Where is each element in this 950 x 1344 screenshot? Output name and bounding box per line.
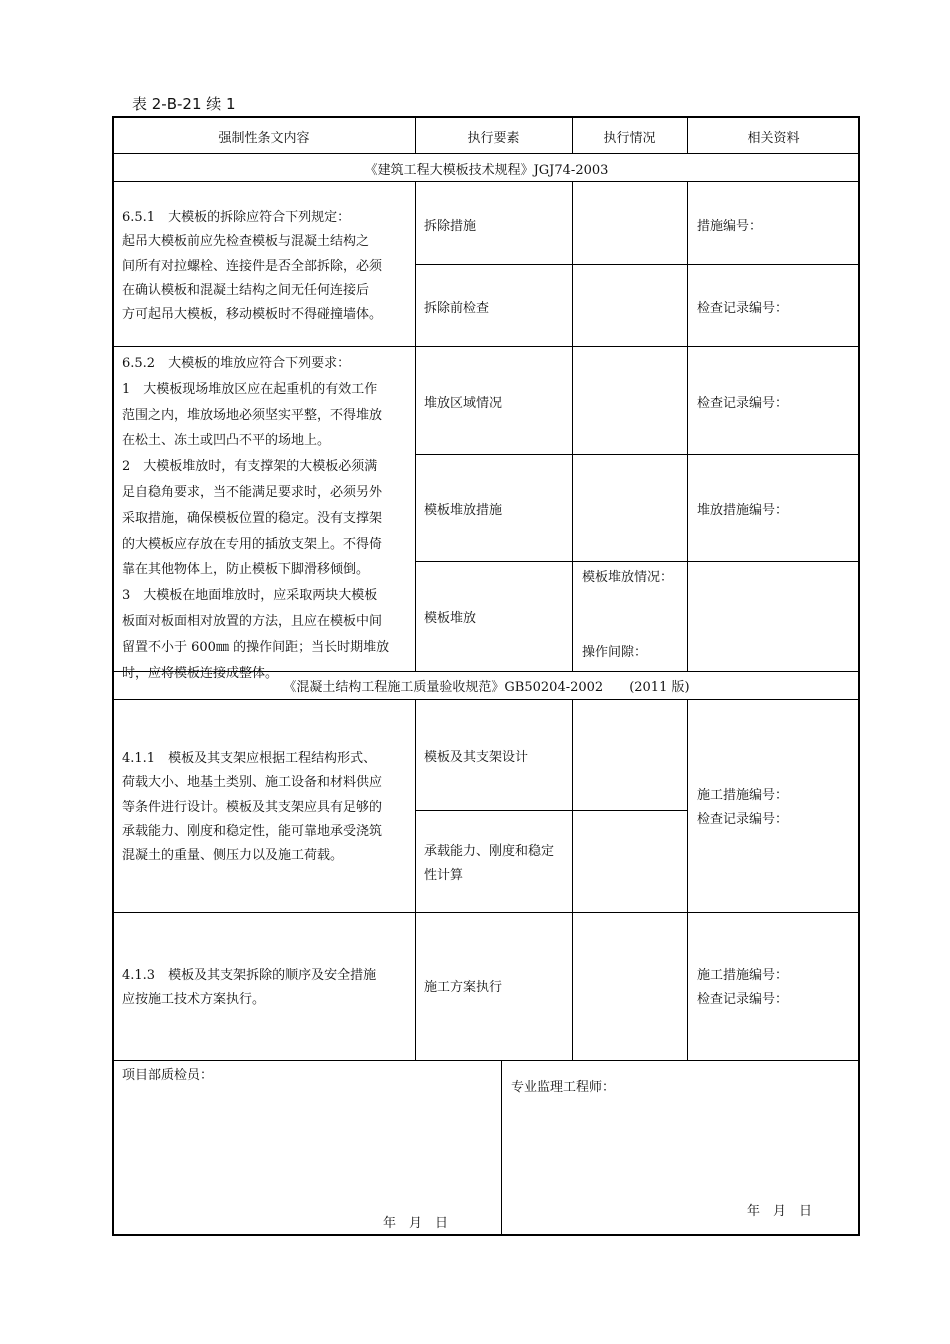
element-capacity-calc-line2: 性计算 xyxy=(424,868,464,883)
clause-line: 足自稳角要求，当不能满足要求时，必须另外 xyxy=(122,484,383,500)
rule xyxy=(687,699,688,1060)
clause-line: 应按施工技术方案执行。 xyxy=(122,992,266,1008)
ref-construction-measure-no: 施工措施编号： xyxy=(697,968,789,983)
clause-line: 等条件进行设计。模板及其支架应具有足够的 xyxy=(122,799,383,815)
table-caption: 表 2-B-21 续 1 xyxy=(132,95,236,113)
rule xyxy=(415,181,416,671)
header-status: 执行情况 xyxy=(603,131,656,146)
ref-check-record-no: 检查记录编号： xyxy=(697,992,789,1007)
header-reference: 相关资料 xyxy=(747,131,800,146)
clause-6-5-2 xyxy=(122,351,389,686)
rule xyxy=(415,699,416,1060)
ref-measure-no: 措施编号： xyxy=(697,219,763,234)
rule xyxy=(415,264,860,265)
clause-line: 混凝土的重量、侧压力以及施工荷载。 xyxy=(122,848,344,864)
clause-line: 靠在其他物体上，防止模板下脚滑移倾倒。 xyxy=(122,562,370,578)
rule xyxy=(415,454,860,455)
ref-check-record-no: 检查记录编号： xyxy=(697,396,789,411)
clause-line: 采取措施，确保模板位置的稳定。没有支撑架 xyxy=(122,510,383,526)
clause-line: 的大模板应存放在专用的插放支架上。不得倚 xyxy=(122,536,383,552)
clause-line: 板面对板面相对放置的方法，且应在模板中间 xyxy=(122,613,383,629)
signature-qc-inspector-label: 项目部质检员： xyxy=(122,1068,214,1083)
element-stack-measures: 模板堆放措施 xyxy=(424,503,503,518)
clause-line: 方可起吊大模板，移动模板时不得碰撞墙体。 xyxy=(122,307,383,323)
clause-4-1-1 xyxy=(122,747,382,868)
clause-line: 荷载大小、地基土类别、施工设备和材料供应 xyxy=(122,775,383,791)
clause-line: 时，应将模板连接成整体。 xyxy=(122,665,279,681)
ref-check-record-no: 检查记录编号： xyxy=(697,812,789,827)
rule xyxy=(113,346,860,347)
rule xyxy=(572,699,573,1060)
clause-line: 在确认模板和混凝土结构之间无任何连接后 xyxy=(122,282,370,298)
rule xyxy=(687,181,688,671)
clause-line: 3 大模板在地面堆放时，应采取两块大模板 xyxy=(122,588,378,604)
signature-qc-date: 年 月 日 xyxy=(383,1216,449,1231)
rule xyxy=(572,181,573,671)
element-pre-removal-check: 拆除前检查 xyxy=(424,301,490,316)
rule xyxy=(415,810,687,811)
section-title-jgj74: 《建筑工程大模板技术规程》JGJ74-2003 xyxy=(364,163,609,178)
clause-line: 4.1.1 模板及其支架应根据工程结构形式、 xyxy=(122,751,377,766)
signature-supervisor-date: 年 月 日 xyxy=(747,1204,813,1219)
signature-supervisor-label: 专业监理工程师： xyxy=(511,1080,616,1095)
clause-line: 4.1.3 模板及其支架拆除的顺序及安全措施 xyxy=(122,968,377,983)
clause-line: 在松土、冻土或凹凸不平的场地上。 xyxy=(122,433,331,449)
clause-line: 6.5.2 大模板的堆放应符合下列要求： xyxy=(122,356,351,371)
header-element: 执行要素 xyxy=(467,131,520,146)
rule xyxy=(113,912,860,913)
clause-6-5-1 xyxy=(122,206,382,327)
ref-stack-measure-no: 堆放措施编号： xyxy=(697,503,789,518)
element-removal-measures: 拆除措施 xyxy=(424,219,477,234)
element-formwork-stacking: 模板堆放 xyxy=(424,611,477,626)
clause-line: 起吊大模板前应先检查模板与混凝土结构之 xyxy=(122,234,370,250)
clause-line: 留置不小于 600㎜ 的操作间距；当长时期堆放 xyxy=(122,639,390,655)
clause-line: 2 大模板堆放时，有支撑架的大模板必须满 xyxy=(122,459,378,475)
status-clearance: 操作间隙： xyxy=(582,645,648,660)
status-stacking: 模板堆放情况： xyxy=(582,570,674,585)
clause-line: 间所有对拉螺栓、连接件是否全部拆除，必须 xyxy=(122,258,383,274)
clause-line: 范围之内，堆放场地必须坚实平整，不得堆放 xyxy=(122,407,383,423)
clause-line: 承载能力、刚度和稳定性，能可靠地承受浇筑 xyxy=(122,823,383,839)
clause-line: 1 大模板现场堆放区应在起重机的有效工作 xyxy=(122,381,378,397)
rule xyxy=(113,1060,860,1061)
ref-check-record-no: 检查记录编号： xyxy=(697,301,789,316)
element-plan-execution: 施工方案执行 xyxy=(424,980,503,995)
element-formwork-design: 模板及其支架设计 xyxy=(424,750,529,765)
rule xyxy=(501,1060,502,1235)
section-title-gb50204: 《混凝土结构工程施工质量验收规范》GB50204-2002 (2011 版) xyxy=(283,680,690,695)
header-content: 强制性条文内容 xyxy=(218,131,310,146)
clause-line: 6.5.1 大模板的拆除应符合下列规定： xyxy=(122,210,351,225)
element-capacity-calc-line1: 承载能力、刚度和稳定 xyxy=(424,844,555,859)
ref-construction-measure-no: 施工措施编号： xyxy=(697,788,789,803)
rule xyxy=(415,561,860,562)
clause-4-1-3 xyxy=(122,964,376,1013)
element-stack-area: 堆放区域情况 xyxy=(424,396,503,411)
rule xyxy=(113,153,860,154)
